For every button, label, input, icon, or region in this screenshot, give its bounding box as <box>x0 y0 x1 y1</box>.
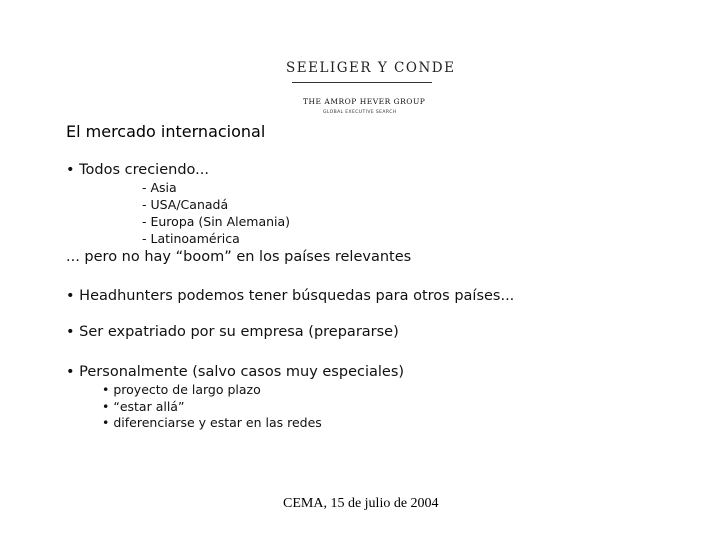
logo-tagline: GLOBAL EXECUTIVE SEARCH <box>323 110 397 115</box>
slide-title: El mercado internacional <box>66 122 266 141</box>
no-boom-line: ... pero no hay “boom” en los países relevantes <box>66 249 412 265</box>
sub-item: • proyecto de largo plazo <box>102 382 261 397</box>
bullet-expatriate: • Ser expatriado por su empresa (prepararse) <box>66 324 399 340</box>
footer-date: CEMA, 15 de julio de 2004 <box>283 496 439 511</box>
logo-rule <box>292 82 432 83</box>
region-item: - Asia <box>142 180 177 195</box>
bullet-headhunters: • Headhunters podemos tener búsquedas para otros países... <box>66 288 515 304</box>
region-item: - Europa (Sin Alemania) <box>142 214 291 229</box>
logo-group: THE AMROP HEVER GROUP <box>303 97 426 106</box>
logo-name: SEELIGER Y CONDE <box>286 60 456 76</box>
bullet-growth: • Todos creciendo... <box>66 162 209 178</box>
sub-item: • “estar allá” <box>102 399 185 414</box>
region-item: - Latinoamérica <box>142 231 240 246</box>
sub-item: • diferenciarse y estar en las redes <box>102 415 322 430</box>
bullet-personal: • Personalmente (salvo casos muy especiales) <box>66 364 405 380</box>
region-item: - USA/Canadá <box>142 197 229 212</box>
